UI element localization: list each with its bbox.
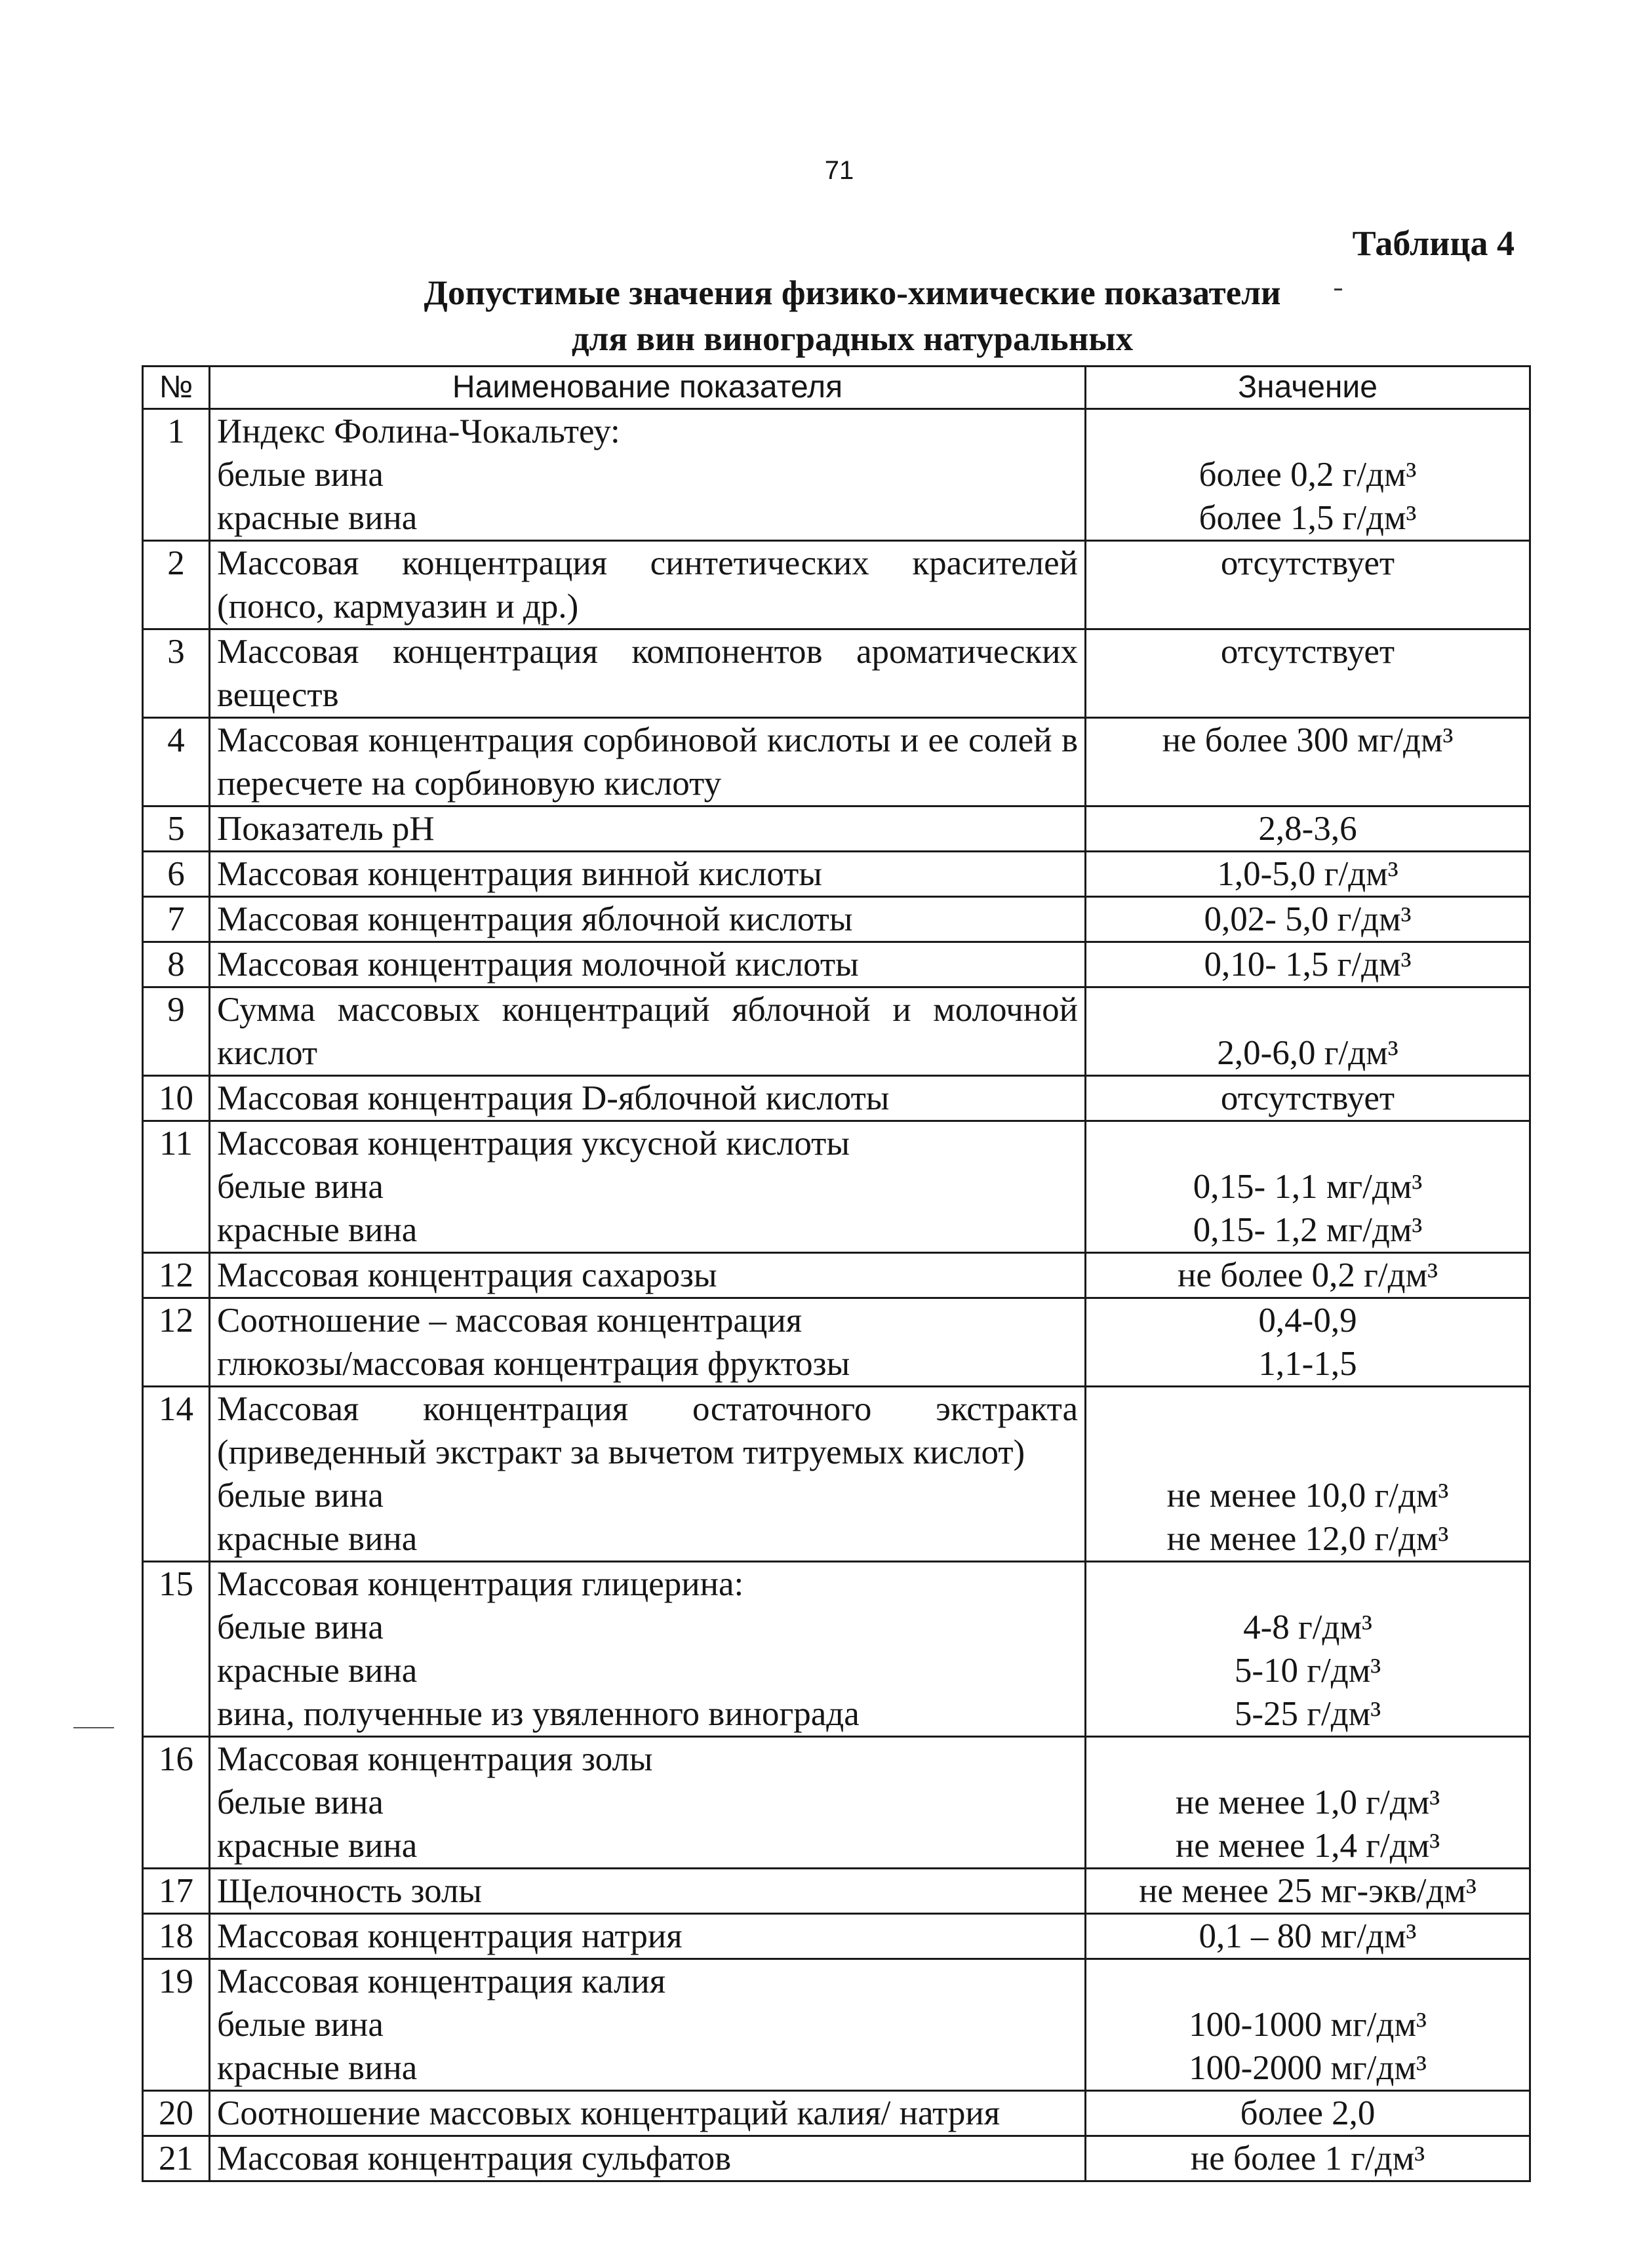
- indicator-name: [210, 1253, 1086, 1298]
- indicator-value: [1086, 2136, 1530, 2181]
- row-number: 14: [143, 1387, 210, 1562]
- indicator-value-line: более 2,0: [1240, 2094, 1376, 2132]
- indicator-value-line: 2,8-3,6: [1258, 810, 1357, 848]
- header-value: Значение: [1086, 367, 1530, 409]
- indicator-value: [1086, 1914, 1530, 1959]
- table-row: [143, 1869, 1530, 1914]
- indicator-name: [210, 1562, 1086, 1737]
- indicator-value-line: более 0,2 г/дм³: [1199, 456, 1417, 494]
- row-number: 16: [143, 1737, 210, 1869]
- indicator-name: [210, 1298, 1086, 1387]
- indicator-value-line: не менее 10,0 г/дм³: [1166, 1477, 1449, 1515]
- row-number: 19: [143, 1959, 210, 2091]
- indicator-value-line: 4-8 г/дм³: [1243, 1608, 1372, 1646]
- indicator-name-line: Массовая концентрация сорбиновой кислоты и ее солей в пересчете на сорбиновую кислоту: [217, 721, 1078, 803]
- indicator-name-line: Массовая концентрация D-яблочной кислоты: [217, 1079, 890, 1117]
- indicator-name-line: Массовая концентрация винной кислоты: [217, 855, 822, 893]
- indicator-name-line: Массовая концентрация глицерина:: [217, 1565, 744, 1603]
- indicator-name: [210, 1121, 1086, 1253]
- row-number: 9: [143, 987, 210, 1076]
- indicator-value: [1086, 1387, 1530, 1562]
- indicator-value-line: 0,4-0,9: [1258, 1302, 1357, 1340]
- row-number: 7: [143, 897, 210, 942]
- row-number: 10: [143, 1076, 210, 1121]
- indicator-name-line: белые вина: [217, 456, 384, 494]
- indicator-name-line: белые вина: [217, 1608, 384, 1646]
- indicator-value-line: не менее 12,0 г/дм³: [1166, 1520, 1449, 1558]
- indicator-name-line: Массовая концентрация сульфатов: [217, 2139, 732, 2178]
- row-number: 12: [143, 1298, 210, 1387]
- indicator-value-line: отсутствует: [1220, 633, 1395, 671]
- table-title-line-1: Допустимые значения физико-химические показатели: [424, 274, 1281, 312]
- indicator-value-line: отсутствует: [1220, 1079, 1395, 1117]
- indicator-value-line: 2,0-6,0 г/дм³: [1217, 1034, 1398, 1072]
- table-row: [143, 2136, 1530, 2181]
- table-row: [143, 1914, 1530, 1959]
- indicator-name: [210, 1959, 1086, 2091]
- indicator-value: [1086, 852, 1530, 897]
- indicator-name-line: белые вина: [217, 2006, 384, 2044]
- row-number: 20: [143, 2091, 210, 2136]
- indicator-name: [210, 806, 1086, 852]
- indicator-name-line: красные вина: [217, 2049, 418, 2087]
- indicator-name: [210, 942, 1086, 987]
- indicator-value-line: не более 0,2 г/дм³: [1177, 1256, 1438, 1294]
- indicator-value-line: 5-10 г/дм³: [1234, 1652, 1381, 1690]
- table-row: [143, 1959, 1530, 2091]
- row-number: 3: [143, 629, 210, 718]
- indicator-name-line: Массовая концентрация сахарозы: [217, 1256, 717, 1294]
- indicator-name-line: глюкозы/массовая концентрация фруктозы: [217, 1345, 850, 1383]
- indicator-name: [210, 409, 1086, 541]
- indicator-name: [210, 541, 1086, 629]
- indicators-table: [142, 365, 1531, 2182]
- indicator-value: [1086, 718, 1530, 806]
- table-row: [143, 1253, 1530, 1298]
- row-number: 15: [143, 1562, 210, 1737]
- indicator-name: [210, 1076, 1086, 1121]
- header-num: №: [143, 367, 210, 409]
- indicator-value-line: 0,15- 1,1 мг/дм³: [1193, 1168, 1423, 1206]
- table-row: [143, 1298, 1530, 1387]
- header-name: Наименование показателя: [210, 367, 1086, 409]
- table-caption: Таблица 4: [1352, 224, 1515, 263]
- table-row: [143, 718, 1530, 806]
- indicator-name: [210, 987, 1086, 1076]
- indicator-value: [1086, 987, 1530, 1076]
- table-row: [143, 806, 1530, 852]
- indicator-value: [1086, 1737, 1530, 1869]
- indicator-value-line: 100-2000 мг/дм³: [1189, 2049, 1427, 2087]
- indicator-name-line: красные вина: [217, 1827, 418, 1865]
- indicator-value: [1086, 541, 1530, 629]
- table-row: [143, 541, 1530, 629]
- table-row: [143, 1562, 1530, 1737]
- indicator-name: [210, 1869, 1086, 1914]
- table-row: [143, 897, 1530, 942]
- indicator-name: [210, 1387, 1086, 1562]
- table-row: [143, 987, 1530, 1076]
- indicator-name: [210, 1914, 1086, 1959]
- indicator-name-line: Массовая концентрация синтетических красителей (понсо, кармуазин и др.): [217, 544, 1078, 626]
- indicator-value-line: 5-25 г/дм³: [1234, 1695, 1381, 1733]
- indicator-value-line: не более 300 мг/дм³: [1162, 721, 1454, 759]
- indicator-name-line: Массовая концентрация калия: [217, 1962, 666, 2000]
- table-row: [143, 1121, 1530, 1253]
- indicator-name: [210, 852, 1086, 897]
- indicator-name-line: Щелочность золы: [217, 1872, 482, 1910]
- row-number: 1: [143, 409, 210, 541]
- indicator-value: [1086, 897, 1530, 942]
- indicator-value-line: не более 1 г/дм³: [1190, 2139, 1425, 2178]
- indicator-name-line: Массовая концентрация яблочной кислоты: [217, 900, 853, 938]
- indicator-name-line: вина, полученные из увяленного винограда: [217, 1695, 860, 1733]
- indicator-name: [210, 2136, 1086, 2181]
- indicator-value: [1086, 629, 1530, 718]
- table-title-line-2: для вин виноградных натуральных: [571, 320, 1134, 358]
- row-number: 12: [143, 1253, 210, 1298]
- row-number: 11: [143, 1121, 210, 1253]
- indicator-value: [1086, 806, 1530, 852]
- table-header-row: [143, 367, 1530, 409]
- page-number: 71: [824, 156, 854, 185]
- row-number: 21: [143, 2136, 210, 2181]
- row-number: 8: [143, 942, 210, 987]
- indicator-name: [210, 2091, 1086, 2136]
- indicator-name-line: белые вина: [217, 1783, 384, 1821]
- indicator-value: [1086, 1959, 1530, 2091]
- indicator-name-line: белые вина: [217, 1168, 384, 1206]
- indicator-name: [210, 718, 1086, 806]
- indicator-name-line: Сумма массовых концентраций яблочной и молочной кислот: [217, 991, 1078, 1072]
- indicator-value-line: не менее 1,4 г/дм³: [1175, 1827, 1440, 1865]
- indicator-value-line: 100-1000 мг/дм³: [1189, 2006, 1427, 2044]
- indicator-value-line: 0,15- 1,2 мг/дм³: [1193, 1211, 1423, 1249]
- indicator-name-line: красные вина: [217, 1652, 418, 1690]
- indicator-value: [1086, 2091, 1530, 2136]
- table-row: [143, 1737, 1530, 1869]
- indicator-value: [1086, 942, 1530, 987]
- indicator-name-line: Массовая концентрация компонентов ароматических веществ: [217, 633, 1078, 714]
- table-row: [143, 1076, 1530, 1121]
- indicator-name: [210, 897, 1086, 942]
- indicator-value: [1086, 1298, 1530, 1387]
- indicator-name: [210, 629, 1086, 718]
- indicator-value: [1086, 409, 1530, 541]
- row-number: 18: [143, 1914, 210, 1959]
- indicator-name-line: Массовая концентрация натрия: [217, 1917, 683, 1955]
- indicator-name-line: Массовая концентрация золы: [217, 1740, 653, 1778]
- indicator-value-line: 0,02- 5,0 г/дм³: [1204, 900, 1412, 938]
- margin-mark: [73, 1727, 114, 1728]
- indicator-value: [1086, 1121, 1530, 1253]
- indicator-name-line: красные вина: [217, 1211, 418, 1249]
- table-row: [143, 2091, 1530, 2136]
- indicator-name-line: красные вина: [217, 1520, 418, 1558]
- indicator-value-line: не менее 25 мг-экв/дм³: [1139, 1872, 1477, 1910]
- indicator-name: [210, 1737, 1086, 1869]
- title-dash-mark: [1334, 288, 1342, 290]
- indicator-name-line: Соотношение массовых концентраций калия/ натрия: [217, 2094, 1001, 2132]
- indicator-value-line: не менее 1,0 г/дм³: [1175, 1783, 1440, 1821]
- indicator-name-line: белые вина: [217, 1477, 384, 1515]
- indicator-name-line: Соотношение – массовая концентрация: [217, 1302, 803, 1340]
- indicator-value-line: 0,1 – 80 мг/дм³: [1199, 1917, 1417, 1955]
- row-number: 2: [143, 541, 210, 629]
- indicator-value: [1086, 1076, 1530, 1121]
- indicator-value: [1086, 1253, 1530, 1298]
- table-row: [143, 409, 1530, 541]
- indicator-value: [1086, 1869, 1530, 1914]
- indicator-name-line: Показатель pH: [217, 810, 435, 848]
- row-number: 6: [143, 852, 210, 897]
- table-row: [143, 629, 1530, 718]
- row-number: 4: [143, 718, 210, 806]
- indicator-name-line: Массовая концентрация остаточного экстракта (приведенный экстракт за вычетом титруемых кислот): [217, 1390, 1078, 1471]
- indicator-value-line: более 1,5 г/дм³: [1199, 499, 1417, 537]
- table-row: [143, 942, 1530, 987]
- table-row: [143, 1387, 1530, 1562]
- table-title: [367, 270, 1338, 362]
- indicator-name-line: Массовая концентрация уксусной кислоты: [217, 1124, 850, 1163]
- table-row: [143, 852, 1530, 897]
- row-number: 5: [143, 806, 210, 852]
- indicator-name-line: Массовая концентрация молочной кислоты: [217, 945, 859, 984]
- row-number: 17: [143, 1869, 210, 1914]
- indicator-value-line: 1,0-5,0 г/дм³: [1217, 855, 1398, 893]
- indicator-name-line: красные вина: [217, 499, 418, 537]
- indicator-value-line: 1,1-1,5: [1258, 1345, 1357, 1383]
- indicator-value-line: 0,10- 1,5 г/дм³: [1204, 945, 1412, 984]
- indicator-value: [1086, 1562, 1530, 1737]
- indicator-name-line: Индекс Фолина-Чокальтеу:: [217, 412, 620, 450]
- indicator-value-line: отсутствует: [1220, 544, 1395, 582]
- table-body: [143, 409, 1530, 2181]
